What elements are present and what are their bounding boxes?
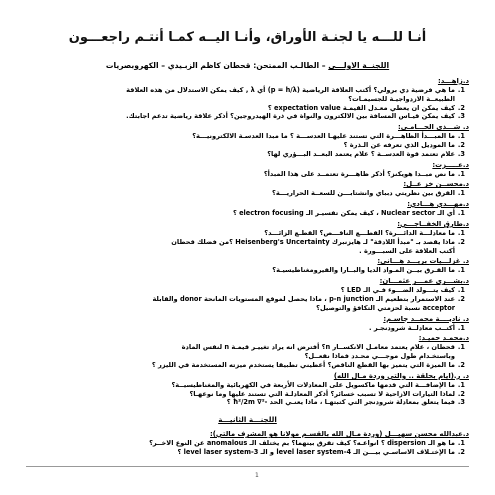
question-item [26,439,463,448]
question-item [26,112,463,121]
question-number: 1. [457,209,465,218]
examiner-heading: د.محمـد حميـد: [418,334,469,343]
question-item [26,209,463,218]
examiner-heading: د. غزلـــيات بريـــد هـــاني: [377,257,469,266]
question-text: ما الفـرق بيــن المـواد الديا والبــارا والفيرومغناطيسيـة؟ [272,266,455,275]
question-text: ما الميزة التي يتميز بها القطع الناقص؟ أعطيني تطبيقا يستخدم ميزته المستخدمة في الليزر ؟ [151,360,455,369]
question-text: عند الاستمرار بتطعيم الـ p-n junction ، ماذا يحصل لموقع المستويات المانحة donor والقابلة [152,294,455,303]
question-number: 3. [457,149,465,158]
question-text: ما هي فرضية دي برولي؟ أكتب العلاقة الرياضية (p = h/λ) أي λ , كيف يمكن الاستدلال من هذه العلاقة [126,86,455,94]
question-number: 1. [457,132,465,141]
question-item [26,150,463,159]
questions-list [26,77,469,407]
question-number: 1. [457,228,465,237]
question-item [26,448,463,457]
question-number: 1. [457,266,465,275]
question-text: ما الموديل الذي تعرفه عن الـذرة ؟ [343,140,455,149]
question-number: 2. [457,360,465,369]
question-number: 1. [457,286,465,295]
question-text: ما معادلـــة الدائـــرة؟ القطـــع الناقـــص؟ القطـع الزائـــد؟ [264,228,455,237]
question-number: 2. [457,103,465,112]
question-number: 1. [457,343,465,352]
question-number: 2. [457,447,465,456]
examiner-heading: د.بشـــرى عمـــر عثمـــان: [379,277,469,286]
question-text: ما الإختـلاف الاساسـي بيـــن الـ 4-level laser system و الـ 3-level laser system ؟ [177,447,455,456]
question-text: كيف يمكن ان يعطي معـدل القيمـة expectation value ؟ [267,103,455,112]
question-item [26,381,463,390]
question-item [26,343,463,361]
question-number: 2. [457,294,465,303]
examiner-heading: د. ر.(ايام بحلقة .. والتي وردة مـال الله) [333,371,469,380]
question-number: 2. [457,140,465,149]
question-item [26,189,463,198]
question-item [26,361,463,370]
question-number: 1. [457,380,465,389]
question-number: 3. [457,398,465,407]
second-questions-list [26,430,469,457]
question-text: علام تعتمد قوة العدســة ؟ علام يعتمد البعــد البـــؤري لها؟ [267,149,455,158]
header-separator: – [319,61,326,70]
question-number: 1. [457,169,465,178]
question-number: 1. [457,323,465,332]
question-number: 2. [457,389,465,398]
examiner-heading: د.عبدالله محسن سهيـــل (وردة مـال الله بالقسـم مولانا هو المشرف مالتي): [210,430,469,439]
question-item [26,229,463,238]
second-committee-heading: اللجنـــة الثانيـــة [218,415,277,425]
question-text: الطبيعــة الازدواجيـة للجسيمـات؟ [348,94,455,103]
question-item [26,295,463,313]
question-text: وباستخـدام طول موجـــي محـدد فماذا نفعــل؟ [304,352,455,361]
examiner-heading: د. شـــذى الحـــامـي: [397,123,469,132]
question-text: أكتــب معادلــة شرودنجـر . [369,323,455,332]
examiner-heading: د.زاهـــد: [437,77,469,85]
question-text: acceptor نسبة لحزمتي التكافؤ والتوصيل؟ [316,303,455,312]
examiner-heading: د.محســن خز عــل: [403,180,469,189]
exam-header [26,61,469,70]
examiner-heading: د.مهـــدي هـــادي: [407,200,469,209]
footer-divider [26,466,469,467]
question-item [26,286,463,295]
page-number: 1 [255,472,259,479]
question-number: 1. [457,439,465,448]
question-text: ما نص مبــدا هويكنز؟ أذكر ظاهـــرة تعتمــد على هذا المبدأ؟ [263,169,455,178]
examiner-heading: د. ناديــــة محمــد جاسـم: [383,314,469,323]
question-number: 1. [457,189,465,198]
question-item [26,390,463,399]
question-text: فيما يتعلق بمعادلة شرودنجر التي كتبتهـا ، ماذا يعنـي الحد -ħ²/2m ∇² ؟ [226,398,455,407]
question-text: كيف يمكن قيـاس المسافة بين الالكترون والنواة في ذرة الهيدروجين؟ أذكر علاقة رياضية تدعم اجابتك. [126,112,455,121]
dept-label: الكهروبصريات [105,61,159,70]
question-number: 1. [457,86,465,94]
question-item [26,141,463,150]
question-item [26,170,463,179]
page-title: أنـا للـــه يا لجنـة الأوراق، وأنـا اليــه كمـا أنتـم راجعـــون [68,30,427,45]
examiner-heading: د.عـــــزت: [432,160,469,169]
question-item [26,266,463,275]
question-number: 2. [457,237,465,246]
question-text: أي الـ Nuclear sector ، كيف يمكن تفسيـر الـ electron focusing ؟ [232,209,455,218]
question-item [26,398,463,407]
question-text: كيف يتـــولد الضـــوء فـي الـ LED ؟ [340,286,455,295]
committee-label: اللجنــة الاولـــى [328,61,390,70]
question-item [26,86,463,104]
question-item [26,238,463,256]
question-text: ما هو الـ dispersion ؟ انواعـه؟ كيف تفرق بينهما؟ بم يختلف الـ anomalous عن النوع الاخــر؟ [149,439,455,448]
question-text: أكتب العلاقة على السبـــورة . [359,246,455,255]
question-text: لماذا التيارات الازاحية لا تسبب خسائر؟ أذكر المعادلـة التي تستند عليها وما نوعهـا؟ [189,389,455,398]
question-text: ما المبـــدأ الظاهـــرة التي تستند عليهـا العدســـة ؟ ما مبدا العدسـة الالكترونيـــة؟ [192,132,455,141]
examiner-heading: د.طارق الخفــاجـــي: [397,219,469,228]
question-text: ماذا يقصد بـ "مبدأ اللادقة" لـ هايزنبرك Heisenberg's Uncertainty ؟من فضلك قحطان [171,237,455,246]
question-text: الفرق بين نظريتي دبباي وانشتابـــن للسعــة الحراريـــة؟ [272,189,455,198]
question-number: 3. [457,112,465,121]
question-text: قحطان ، علام يعتمد معامـل الانكســار n؟ أفترض انه يراد تغييـر قيمـة n لنفس المادة [181,343,455,352]
header-separator: – [158,61,166,70]
question-text: ما الإضافـــة التي قدمها ماكسويل على المعادلات الأربعة في الكهربائية والمغناطيسيــة؟ [171,380,455,389]
question-item [26,132,463,141]
question-item [26,324,463,333]
student-label: الطالـب الممتحن: قحطان كاظم الزبـيدي [167,61,320,70]
